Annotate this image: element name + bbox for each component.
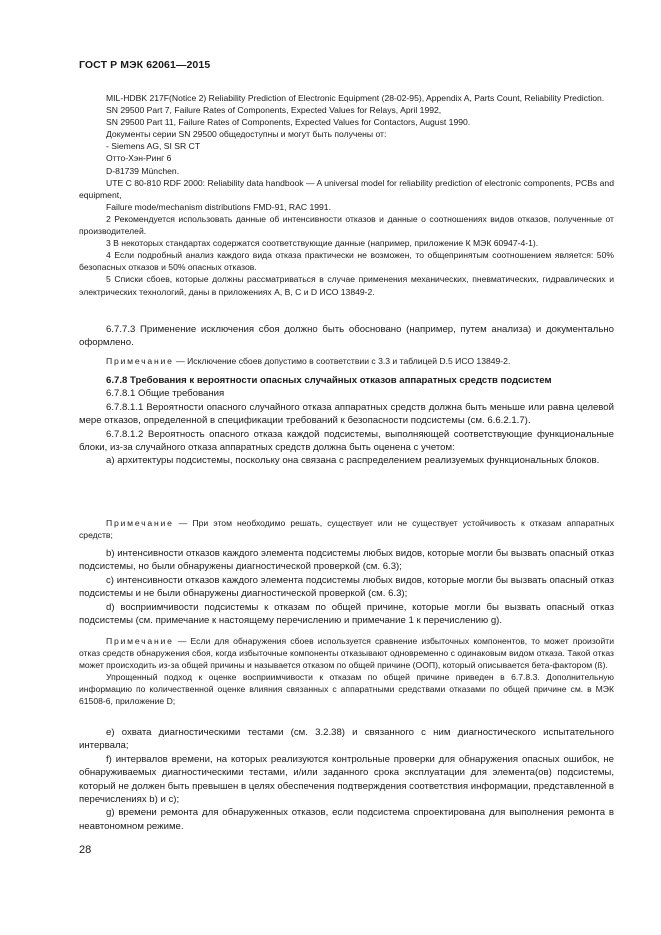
list-b-d [79,547,614,627]
reference-item: Документы серии SN 29500 общедоступны и могут быть получены от: [106,129,387,140]
note-body: — Исключение сбоев допустимо в соответствии с 3.3 и таблицей D.5 ИСО 13849-2. [173,356,511,366]
reference-item: Failure mode/mechanism distributions FMD-91, RAC 1991. [106,201,331,212]
reference-item: SN 29500 Part 11, Failure Rates of Components, Expected Values for Contactors, August 1990. [106,117,471,128]
note-text [79,635,614,671]
section-heading: 6.7.8 Требования к вероятности опасных случайных отказов аппаратных средств подсистем [106,375,552,386]
paragraph: 6.7.8.1.2 Вероятность опасного отказа каждой подсистемы, выполняющей соответствующие функциональные блоки, из-за случайного отказа аппаратных средств должна быть оценена с учетом: [79,428,614,454]
note-text [79,355,614,367]
clause-6773 [79,323,614,350]
note-label: Примечание [106,518,174,528]
note-body: — Если для обнаружения сбоев используется сравнение избыточных компонентов, то может произойти отказ средств обнаружения сбоя, когда избыточные компоненты отказывают одновременно с одинаковым видом отказа. Такой отказ может происходить из-за общей причины и называется отказом по общей причине (ООП), который описывается бета-фактором (ß). [79,636,614,671]
note-2 [79,517,614,541]
section-678 [79,374,614,468]
reference-item: D-81739 München. [106,165,180,176]
note-item: 4 Если подробный анализ каждого вида отказа практически не возможен, то общепринятым соотношением является: 50% безопасных отказов и 50% опасных отказов. [79,250,614,273]
references-notes [79,92,614,298]
note-continuation: Упрощенный подход к оценке восприимчивости к отказам по общей причине приведен в 6.7.8.3. Дополнительную информацию по количественной оценке влияния связанных с аппаратными средствами отказами по общей причине см. в МЭК 61508-6, приложение D; [79,672,614,707]
document-header: ГОСТ Р МЭК 62061—2015 [79,59,211,71]
note-body: — При этом необходимо решать, существует или не существует устойчивость к отказам аппаратных средств; [79,518,614,541]
list-item: b) интенсивности отказов каждого элемента подсистемы любых видов, которые могли бы вызвать опасный отказ подсистемы, но были обнаружены диагностической проверкой (см. 6.3); [79,548,614,573]
reference-item: SN 29500 Part 7, Failure Rates of Components, Expected Values for Relays, April 1992, [106,105,442,116]
note-label: Примечание [106,636,174,646]
note-label: Примечание [106,356,174,366]
paragraph: 6.7.7.3 Применение исключения сбоя должно быть обосновано (например, путем анализа) и документально оформлено. [79,324,614,349]
note-item: 2 Рекомендуется использовать данные об интенсивности отказов и данные о соотношениях видов отказов, полученные от производителей. [79,213,614,237]
page-number: 28 [79,844,92,856]
subsection-title: 6.7.8.1 Общие требования [106,388,225,400]
note-3 [79,635,614,708]
list-item: f) интервалов времени, на которых реализуются контрольные проверки для обнаружения опасных ошибок, не обнаруживаемых диагностическими тестами, и/или заданного срока эксплуатации для элемента(ов) подсистемы, который не должен быть превышен в целях обеспечения подтверждения соответствия информации, представленной в перечислениях b) и с); [79,753,614,806]
reference-item: MIL-HDBK 217F(Notice 2) Reliability Prediction of Electronic Equipment (28-02-95), Appendix A, Parts Count, Reliability Prediction. [106,93,605,103]
reference-item: UTE C 80-810 RDF 2000: Reliability data handbook — A universal model for reliability prediction of electronic components, PCBs and equipment, [79,177,614,200]
list-item: d) восприимчивости подсистемы к отказам по общей причине, которые могли бы вызвать опасный отказ подсистемы (см. примечание к настоящему перечислению и примечание 1 к перечислению g). [79,601,614,627]
reference-item: Отто-Хэн-Ринг 6 [106,153,172,164]
note-text [79,517,614,541]
list-item: с) интенсивности отказов каждого элемента подсистемы любых видов, которые могли бы вызвать опасный отказ подсистемы и не были обнаружены диагностической проверкой (см. 6.3); [79,574,614,600]
reference-item: - Siemens AG, SI SR CT [106,141,201,152]
paragraph: 6.7.8.1.1 Вероятности опасного случайного отказа аппаратных средств должна быть меньше или равна целевой мере отказов, определенной в спецификации требований к безопасности подсистемы (см. 6.6.2.1.7). [79,401,614,427]
list-e-g [79,726,614,833]
list-item: е) охвата диагностическими тестами (см. 3.2.38) и связанного с ним диагностического испытательного интервала; [79,727,614,752]
note-1 [79,355,614,367]
note-item: 5 Списки сбоев, которые должны рассматриваться в случае применения механических, пневматических, гидравлических и электрических технологий, даны в приложениях А, В, С и D ИСО 13849-2. [79,274,614,297]
list-item: а) архитектуры подсистемы, поскольку она связана с распределением реализуемых функциональных блоков. [106,455,600,467]
list-item: g) времени ремонта для обнаруженных отказов, если подсистема спроектирована для выполнения ремонта в неавтономном режиме. [79,807,614,832]
note-item: 3 В некоторых стандартах содержатся соответствующие данные (например, приложение К МЭК 60947-4-1). [106,238,539,249]
